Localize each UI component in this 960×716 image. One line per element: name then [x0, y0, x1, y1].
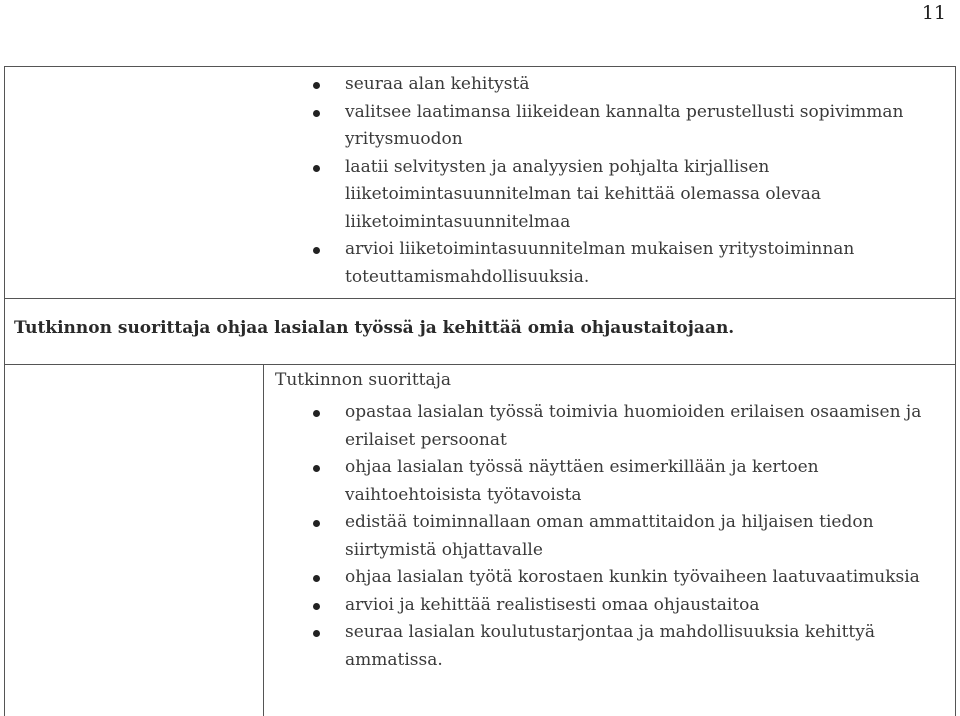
- bullet-icon: [313, 603, 320, 610]
- list-item: [345, 592, 950, 620]
- list-item: [345, 399, 950, 454]
- list-item-line: seuraa alan kehitystä: [345, 74, 530, 94]
- list-item-line: yritysmuodon: [345, 129, 463, 149]
- bullet-icon: [313, 630, 320, 637]
- list-item-line: valitsee laatimansa liikeidean kannalta perustellusti sopivimman: [345, 101, 904, 122]
- table-row-divider: [5, 364, 955, 365]
- list-item: [345, 564, 950, 592]
- list-item: [345, 236, 945, 291]
- list-item-line: siirtymistä ohjattavalle: [345, 539, 543, 560]
- list-item-line: toteuttamismahdollisuuksia.: [345, 266, 590, 287]
- list-item-line: ohjaa lasialan työtä korostaen kunkin työvaiheen laatuvaatimuksia: [345, 567, 920, 587]
- list-item: [345, 619, 950, 674]
- list-item-line: laatii selvitysten ja analyysien pohjalta kirjallisen: [345, 156, 770, 177]
- bullet-icon: [313, 247, 320, 254]
- bottom-criteria-list: [345, 399, 950, 674]
- list-item-line: erilaiset persoonat: [345, 429, 507, 450]
- list-item-line: opastaa lasialan työssä toimivia huomioiden erilaisen osaamisen ja: [345, 402, 922, 422]
- bullet-icon: [313, 82, 320, 89]
- list-item-line: edistää toiminnallaan oman ammattitaidon ja hiljaisen tiedon: [345, 512, 874, 532]
- table-column-divider: [263, 364, 264, 716]
- list-item-line: seuraa lasialan koulutustarjontaa ja mahdollisuuksia kehittyä: [345, 622, 875, 642]
- list-item: [345, 454, 950, 509]
- list-item: [345, 99, 945, 154]
- list-item: [345, 509, 950, 564]
- list-item-line: vaihtoehtoisista työtavoista: [345, 484, 582, 505]
- page-number: 11: [921, 2, 946, 24]
- list-item-line: arvioi ja kehittää realistisesti omaa ohjaustaitoa: [345, 594, 760, 615]
- bullet-icon: [313, 465, 320, 472]
- bullet-icon: [313, 520, 320, 527]
- bullet-icon: [313, 110, 320, 117]
- list-item-line: ohjaa lasialan työssä näyttäen esimerkillään ja kertoen: [345, 457, 819, 477]
- lead-text: Tutkinnon suorittaja: [275, 370, 452, 390]
- bullet-icon: [313, 575, 320, 582]
- table-row-divider: [5, 298, 955, 299]
- top-criteria-list: [345, 71, 945, 291]
- list-item: [345, 71, 945, 99]
- list-item-line: liiketoimintasuunnitelmaa: [345, 211, 571, 232]
- section-heading: Tutkinnon suorittaja ohjaa lasialan työssä ja kehittää omia ohjaustaitojaan.: [14, 318, 735, 338]
- list-item-line: liiketoimintasuunnitelman tai kehittää olemassa olevaa: [345, 184, 822, 204]
- list-item-line: arvioi liiketoimintasuunnitelman mukaisen yritystoiminnan: [345, 239, 855, 259]
- list-item: [345, 154, 945, 237]
- bullet-icon: [313, 410, 320, 417]
- list-item-line: ammatissa.: [345, 649, 443, 670]
- bullet-icon: [313, 165, 320, 172]
